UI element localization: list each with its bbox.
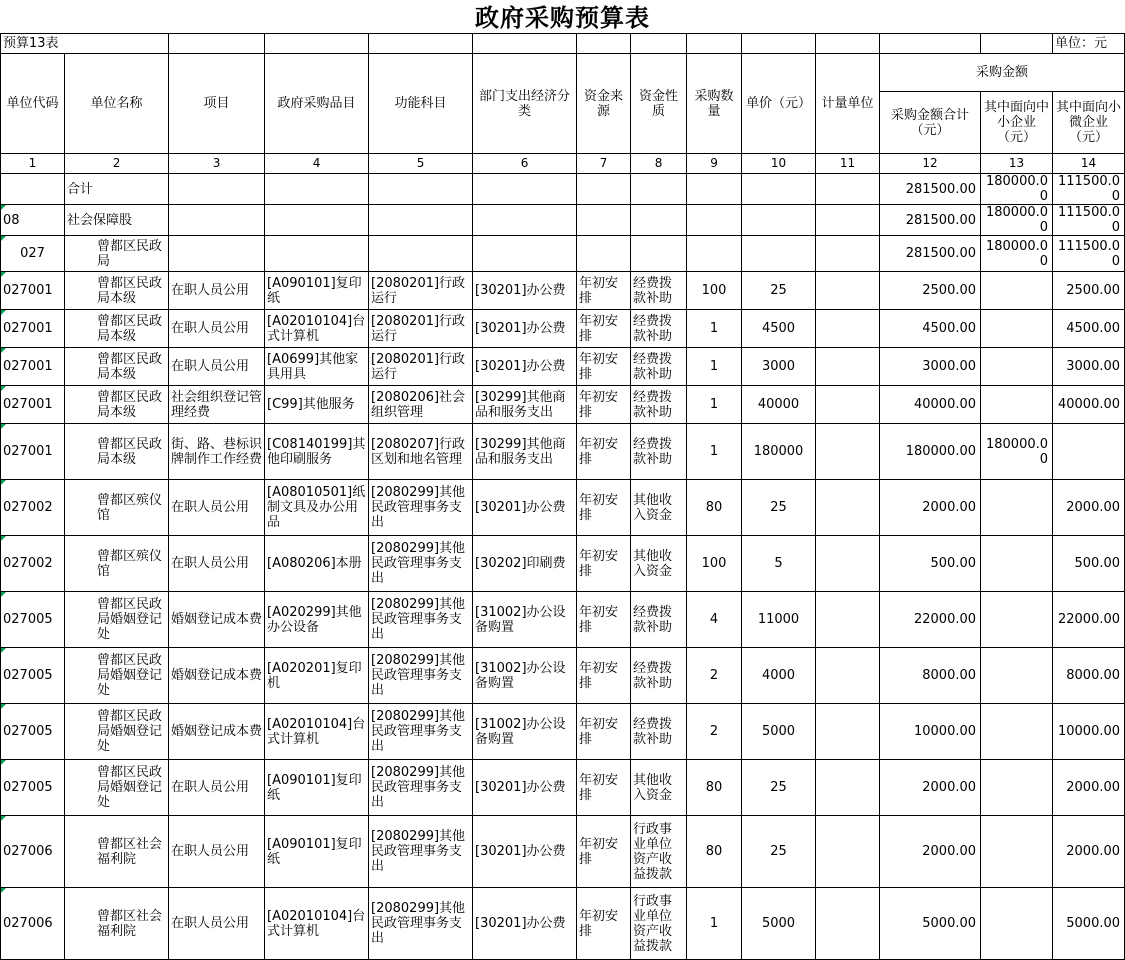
col-number: 10 [742,154,816,174]
cell-qty[interactable]: 80 [687,760,742,816]
cell-item[interactable]: [A02010104]台式计算机 [265,310,369,348]
col-number: 5 [369,154,473,174]
cell-source[interactable]: 年初安排 [577,272,631,310]
cell-source[interactable]: 年初安排 [577,424,631,480]
cell-function[interactable]: [2080299]其他民政管理事务支出 [369,704,473,760]
cell-item[interactable]: [A090101]复印纸 [265,272,369,310]
cell[interactable] [631,174,687,205]
cell-econ[interactable]: [31002]办公设备购置 [473,704,577,760]
cell-qty[interactable]: 2 [687,648,742,704]
cell[interactable] [473,236,577,272]
cell-nature[interactable]: 经费拨款补助 [631,310,687,348]
header-measure: 计量单位 [816,54,880,154]
cell-source[interactable]: 年初安排 [577,648,631,704]
cell-measure[interactable] [816,386,880,424]
cell[interactable] [577,174,631,205]
cell-project[interactable]: 在职人员公用 [169,536,265,592]
cell-source[interactable]: 年初安排 [577,348,631,386]
col-number: 6 [473,154,577,174]
cell-function[interactable]: [2080201]行政运行 [369,310,473,348]
cell[interactable] [631,236,687,272]
cell-micro[interactable]: 2500.00 [1053,272,1125,310]
header-project: 项目 [169,54,265,154]
cell-nature[interactable]: 经费拨款补助 [631,424,687,480]
cell[interactable] [369,34,473,54]
table-row [1,704,1125,760]
cell-micro[interactable]: 40000.00 [1053,386,1125,424]
cell-micro[interactable]: 5000.00 [1053,888,1125,960]
header-micro: 其中面向小微企业（元） [1053,92,1125,154]
cell-econ[interactable]: [30201]办公费 [473,816,577,888]
header-amount-total: 采购金额合计（元） [880,92,981,154]
table-row [1,272,1125,310]
cell-unit-code[interactable]: 027006 [1,888,65,960]
cell-nature[interactable]: 其他收入资金 [631,536,687,592]
cell-measure[interactable] [816,480,880,536]
table-row [1,386,1125,424]
cell-function[interactable]: [2080299]其他民政管理事务支出 [369,536,473,592]
cell[interactable] [577,236,631,272]
table-row [1,480,1125,536]
cell-nature[interactable]: 经费拨款补助 [631,348,687,386]
cell-amount-total[interactable]: 2000.00 [880,760,981,816]
cell-price[interactable]: 5000 [742,888,816,960]
col-number: 2 [65,154,169,174]
cell-function[interactable]: [2080207]行政区划和地名管理 [369,424,473,480]
table-row [1,424,1125,480]
cell-measure[interactable] [816,888,880,960]
cell-sme[interactable] [981,704,1053,760]
cell-amount-total[interactable]: 2000.00 [880,480,981,536]
cell-econ[interactable]: [30299]其他商品和服务支出 [473,424,577,480]
cell[interactable] [816,236,880,272]
cell-project[interactable]: 在职人员公用 [169,348,265,386]
cell-unit-name[interactable]: 曾都区民政局婚姻登记处 [65,760,169,816]
cell-amount-total[interactable]: 4500.00 [880,310,981,348]
cell[interactable] [265,174,369,205]
cell-qty[interactable]: 1 [687,888,742,960]
cell-unit-name[interactable]: 曾都区民政局本级 [65,272,169,310]
cell-econ[interactable]: [31002]办公设备购置 [473,648,577,704]
cell-project[interactable]: 婚姻登记成本费 [169,648,265,704]
cell-item[interactable]: [C99]其他服务 [265,386,369,424]
cell-project[interactable]: 在职人员公用 [169,480,265,536]
cell-unit-code[interactable]: 027005 [1,760,65,816]
cell-sme[interactable] [981,592,1053,648]
cell-source[interactable]: 年初安排 [577,888,631,960]
cell-source[interactable]: 年初安排 [577,760,631,816]
summary-row [1,205,1125,236]
cell-qty[interactable]: 80 [687,816,742,888]
cell-measure[interactable] [816,648,880,704]
cell-unit-name[interactable]: 曾都区民政局本级 [65,348,169,386]
cell-sme[interactable]: 180000.00 [981,424,1053,480]
header-amount-group: 采购金额 [880,54,1125,92]
table-row [1,536,1125,592]
table-row [1,816,1125,888]
header-unit-code: 单位代码 [1,54,65,154]
summary-row [1,236,1125,272]
cell[interactable] [742,34,816,54]
cell-unit-name[interactable]: 曾都区社会福利院 [65,888,169,960]
cell-amount-total[interactable]: 2000.00 [880,816,981,888]
cell-amount-total[interactable]: 40000.00 [880,386,981,424]
cell-item[interactable]: [A020299]其他办公设备 [265,592,369,648]
cell[interactable] [816,34,880,54]
cell-econ[interactable]: [30201]办公费 [473,480,577,536]
cell[interactable] [577,34,631,54]
cell-function[interactable]: [2080299]其他民政管理事务支出 [369,648,473,704]
cell-sme[interactable] [981,348,1053,386]
cell-nature[interactable]: 其他收入资金 [631,480,687,536]
cell-measure[interactable] [816,592,880,648]
cell-source[interactable]: 年初安排 [577,386,631,424]
cell-function[interactable]: [2080299]其他民政管理事务支出 [369,888,473,960]
cell-source[interactable]: 年初安排 [577,536,631,592]
cell-function[interactable]: [2080201]行政运行 [369,272,473,310]
cell[interactable] [631,34,687,54]
header-function: 功能科目 [369,54,473,154]
cell-nature[interactable]: 其他收入资金 [631,760,687,816]
cell-sme[interactable] [981,816,1053,888]
cell[interactable] [687,205,742,236]
budget-table [0,33,1125,960]
cell-econ[interactable]: [30202]印刷费 [473,536,577,592]
cell-measure[interactable] [816,424,880,480]
cell-nature[interactable]: 经费拨款补助 [631,704,687,760]
cell[interactable] [816,174,880,205]
cell-function[interactable]: [2080299]其他民政管理事务支出 [369,480,473,536]
cell-unit-code[interactable]: 08 [1,205,65,236]
cell-amount-total[interactable]: 281500.00 [880,174,981,205]
cell[interactable] [473,34,577,54]
cell-sme[interactable] [981,386,1053,424]
cell[interactable] [816,205,880,236]
cell-source[interactable]: 年初安排 [577,592,631,648]
cell-micro[interactable]: 2000.00 [1053,760,1125,816]
cell-micro[interactable]: 111500.00 [1053,236,1125,272]
cell-unit-name[interactable]: 曾都区民政局婚姻登记处 [65,704,169,760]
header-price: 单价（元） [742,54,816,154]
cell-econ[interactable]: [30201]办公费 [473,272,577,310]
cell[interactable] [169,34,265,54]
cell-econ[interactable]: [30201]办公费 [473,760,577,816]
cell-function[interactable]: [2080206]社会组织管理 [369,386,473,424]
cell-micro[interactable]: 111500.00 [1053,205,1125,236]
cell[interactable] [265,236,369,272]
cell[interactable] [169,205,265,236]
cell-micro[interactable]: 2000.00 [1053,480,1125,536]
cell-project[interactable]: 街、路、巷标识牌制作工作经费 [169,424,265,480]
cell-micro[interactable]: 10000.00 [1053,704,1125,760]
cell-price[interactable]: 25 [742,272,816,310]
cell-unit-name[interactable]: 曾都区殡仪馆 [65,536,169,592]
cell-price[interactable]: 180000 [742,424,816,480]
cell-item[interactable]: [A02010104]台式计算机 [265,888,369,960]
cell[interactable] [265,34,369,54]
cell-qty[interactable]: 100 [687,272,742,310]
cell[interactable] [687,34,742,54]
cell[interactable] [981,34,1053,54]
cell-unit-code[interactable]: 027 [1,236,65,272]
cell-amount-total[interactable]: 22000.00 [880,592,981,648]
cell-unit-name[interactable]: 曾都区民政局婚姻登记处 [65,648,169,704]
cell-unit-name[interactable]: 曾都区民政局婚姻登记处 [65,592,169,648]
cell-unit-code[interactable]: 027005 [1,648,65,704]
cell-qty[interactable]: 100 [687,536,742,592]
cell-nature[interactable]: 经费拨款补助 [631,592,687,648]
cell[interactable] [169,174,265,205]
cell-unit-code[interactable]: 027002 [1,480,65,536]
cell-unit-name[interactable]: 合计 [65,174,169,205]
cell-nature[interactable]: 经费拨款补助 [631,648,687,704]
cell-micro[interactable]: 500.00 [1053,536,1125,592]
cell-qty[interactable]: 2 [687,704,742,760]
cell-micro[interactable]: 111500.00 [1053,174,1125,205]
table-id: 预算13表 [1,34,169,54]
cell-micro[interactable]: 2000.00 [1053,816,1125,888]
cell-measure[interactable] [816,348,880,386]
cell-measure[interactable] [816,310,880,348]
col-number: 13 [981,154,1053,174]
cell-price[interactable]: 25 [742,816,816,888]
cell-measure[interactable] [816,760,880,816]
col-number: 7 [577,154,631,174]
cell-measure[interactable] [816,816,880,888]
header-item: 政府采购品目 [265,54,369,154]
cell-sme[interactable] [981,760,1053,816]
cell-project[interactable]: 在职人员公用 [169,760,265,816]
cell-unit-code[interactable]: 027001 [1,272,65,310]
header-sme: 其中面向中小企业（元） [981,92,1053,154]
cell-item[interactable]: [A080206]本册 [265,536,369,592]
cell-micro[interactable]: 3000.00 [1053,348,1125,386]
cell-unit-code[interactable]: 027001 [1,424,65,480]
cell-unit-code[interactable]: 027001 [1,310,65,348]
cell-micro[interactable] [1053,424,1125,480]
cell[interactable] [577,205,631,236]
table-body [1,34,1125,960]
cell-qty[interactable]: 4 [687,592,742,648]
cell-unit-name[interactable]: 曾都区民政局 [65,236,169,272]
cell-unit-code[interactable]: 027006 [1,816,65,888]
cell-unit-code[interactable]: 027001 [1,348,65,386]
cell-sme[interactable] [981,272,1053,310]
cell-function[interactable]: [2080299]其他民政管理事务支出 [369,760,473,816]
cell-item[interactable]: [A090101]复印纸 [265,760,369,816]
header-econ: 部门支出经济分类 [473,54,577,154]
cell-source[interactable]: 年初安排 [577,480,631,536]
col-number: 3 [169,154,265,174]
cell-item[interactable]: [A020201]复印机 [265,648,369,704]
col-number: 14 [1053,154,1125,174]
cell[interactable] [880,34,981,54]
cell-unit-name[interactable]: 曾都区社会福利院 [65,816,169,888]
cell[interactable] [631,205,687,236]
cell-item[interactable]: [A02010104]台式计算机 [265,704,369,760]
cell-price[interactable]: 5000 [742,704,816,760]
cell-amount-total[interactable]: 500.00 [880,536,981,592]
table-row [1,310,1125,348]
table-row [1,760,1125,816]
col-number: 8 [631,154,687,174]
cell-micro[interactable]: 8000.00 [1053,648,1125,704]
col-number: 1 [1,154,65,174]
table-row [1,592,1125,648]
header-row [1,54,1125,92]
cell-function[interactable]: [2080299]其他民政管理事务支出 [369,592,473,648]
col-number: 11 [816,154,880,174]
column-number-row [1,154,1125,174]
cell-project[interactable]: 在职人员公用 [169,310,265,348]
cell-qty[interactable]: 1 [687,310,742,348]
cell-sme[interactable]: 180000.00 [981,174,1053,205]
cell-item[interactable]: [A090101]复印纸 [265,816,369,888]
cell-nature[interactable]: 经费拨款补助 [631,272,687,310]
cell[interactable] [369,205,473,236]
cell-qty[interactable]: 1 [687,424,742,480]
cell-project[interactable]: 婚姻登记成本费 [169,592,265,648]
cell-micro[interactable]: 4500.00 [1053,310,1125,348]
cell-price[interactable]: 25 [742,480,816,536]
cell-source[interactable]: 年初安排 [577,310,631,348]
cell-amount-total[interactable]: 2500.00 [880,272,981,310]
cell-project[interactable]: 在职人员公用 [169,272,265,310]
col-number: 12 [880,154,981,174]
cell-qty[interactable]: 1 [687,348,742,386]
cell[interactable] [742,205,816,236]
cell-nature[interactable]: 行政事业单位资产收益拨款 [631,816,687,888]
cell[interactable] [265,205,369,236]
col-number: 4 [265,154,369,174]
cell-qty[interactable]: 80 [687,480,742,536]
cell-item[interactable]: [C08140199]其他印刷服务 [265,424,369,480]
cell-unit-name[interactable]: 曾都区殡仪馆 [65,480,169,536]
cell-measure[interactable] [816,272,880,310]
cell-project[interactable]: 社会组织登记管理经费 [169,386,265,424]
cell-sme[interactable] [981,888,1053,960]
cell-unit-name[interactable]: 曾都区民政局本级 [65,386,169,424]
cell[interactable] [369,236,473,272]
cell[interactable] [473,205,577,236]
cell[interactable] [687,236,742,272]
cell-amount-total[interactable]: 281500.00 [880,205,981,236]
cell-amount-total[interactable]: 5000.00 [880,888,981,960]
cell-amount-total[interactable]: 180000.00 [880,424,981,480]
cell-unit-code[interactable]: 027005 [1,592,65,648]
cell-price[interactable]: 11000 [742,592,816,648]
cell-unit-code[interactable]: 027002 [1,536,65,592]
cell-sme[interactable]: 180000.00 [981,236,1053,272]
cell[interactable] [169,236,265,272]
cell[interactable] [369,174,473,205]
cell-nature[interactable]: 行政事业单位资产收益拨款 [631,888,687,960]
cell-qty[interactable]: 1 [687,386,742,424]
cell-source[interactable]: 年初安排 [577,704,631,760]
cell-project[interactable]: 在职人员公用 [169,816,265,888]
table-caption-row [1,34,1125,54]
cell-price[interactable]: 40000 [742,386,816,424]
cell-unit-name[interactable]: 曾都区民政局本级 [65,310,169,348]
table-row [1,888,1125,960]
cell-amount-total[interactable]: 3000.00 [880,348,981,386]
cell-unit-code[interactable]: 027001 [1,386,65,424]
cell-function[interactable]: [2080299]其他民政管理事务支出 [369,816,473,888]
summary-row [1,174,1125,205]
header-nature: 资金性质 [631,54,687,154]
cell[interactable] [473,174,577,205]
cell-price[interactable]: 4000 [742,648,816,704]
cell-function[interactable]: [2080201]行政运行 [369,348,473,386]
cell-unit-code[interactable] [1,174,65,205]
header-unit-name: 单位名称 [65,54,169,154]
cell-unit-name[interactable]: 曾都区民政局本级 [65,424,169,480]
cell-unit-name[interactable]: 社会保障股 [65,205,169,236]
cell-micro[interactable]: 22000.00 [1053,592,1125,648]
unit-label: 单位：元 [1053,34,1125,54]
cell-sme[interactable] [981,536,1053,592]
cell-sme[interactable] [981,648,1053,704]
header-source: 资金来源 [577,54,631,154]
cell-econ[interactable]: [30201]办公费 [473,348,577,386]
cell-econ[interactable]: [31002]办公设备购置 [473,592,577,648]
col-number: 9 [687,154,742,174]
cell-project[interactable]: 在职人员公用 [169,888,265,960]
cell-price[interactable]: 5 [742,536,816,592]
cell-source[interactable]: 年初安排 [577,816,631,888]
cell-amount-total[interactable]: 10000.00 [880,704,981,760]
cell-econ[interactable]: [30299]其他商品和服务支出 [473,386,577,424]
page-title: 政府采购预算表 [475,4,650,32]
cell-nature[interactable]: 经费拨款补助 [631,386,687,424]
header-qty: 采购数量 [687,54,742,154]
cell[interactable] [742,174,816,205]
cell-econ[interactable]: [30201]办公费 [473,888,577,960]
cell-price[interactable]: 3000 [742,348,816,386]
cell-sme[interactable] [981,310,1053,348]
cell-price[interactable]: 25 [742,760,816,816]
cell-measure[interactable] [816,536,880,592]
cell-price[interactable]: 4500 [742,310,816,348]
table-row [1,348,1125,386]
cell-sme[interactable] [981,480,1053,536]
cell-unit-code[interactable]: 027005 [1,704,65,760]
cell[interactable] [742,236,816,272]
cell-econ[interactable]: [30201]办公费 [473,310,577,348]
cell-amount-total[interactable]: 8000.00 [880,648,981,704]
cell-amount-total[interactable]: 281500.00 [880,236,981,272]
cell-item[interactable]: [A08010501]纸制文具及办公用品 [265,480,369,536]
cell-sme[interactable]: 180000.00 [981,205,1053,236]
cell-project[interactable]: 婚姻登记成本费 [169,704,265,760]
cell-measure[interactable] [816,704,880,760]
cell[interactable] [687,174,742,205]
table-row [1,648,1125,704]
cell-item[interactable]: [A0699]其他家具用具 [265,348,369,386]
